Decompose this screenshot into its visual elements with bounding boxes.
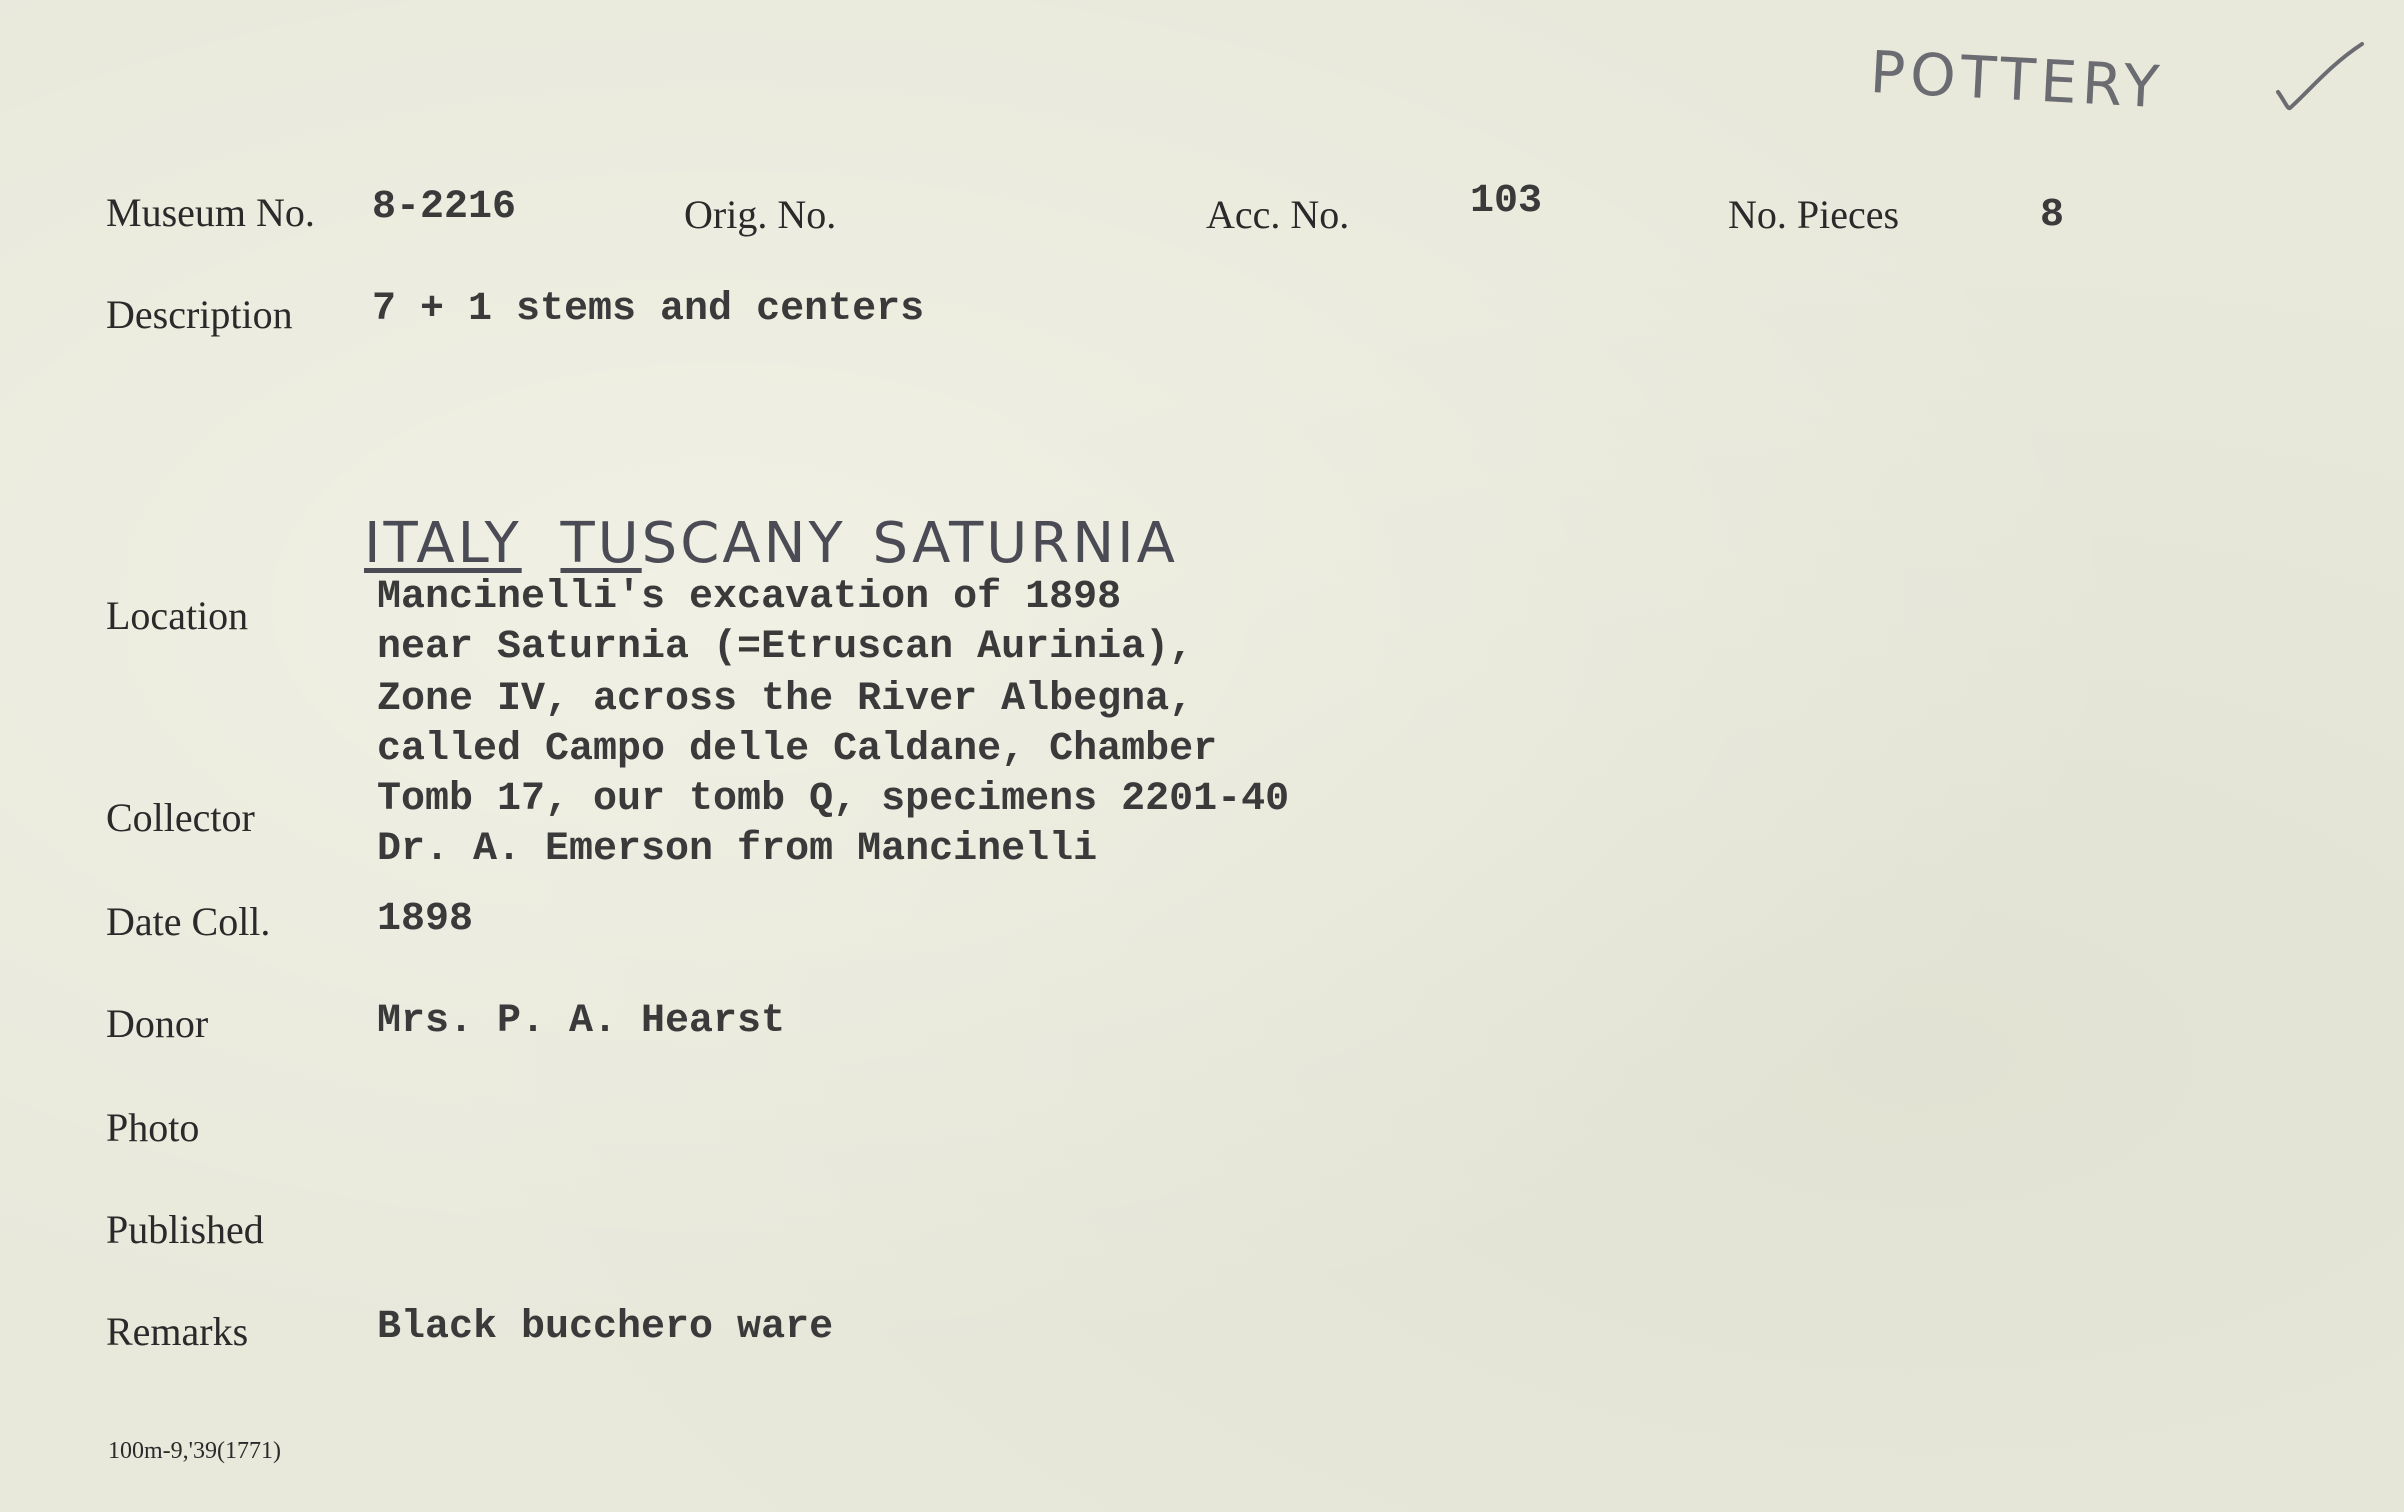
no-pieces-label: No. Pieces	[1728, 192, 1900, 237]
orig-no-label: Orig. No.	[684, 192, 837, 237]
no-pieces-value: 8	[2040, 193, 2065, 238]
description-value: 7 + 1 stems and centers	[372, 287, 925, 332]
date-coll-value: 1898	[377, 897, 474, 942]
museum-no-value: 8-2216	[372, 185, 517, 230]
museum-no-label: Museum No.	[106, 190, 315, 235]
location-line: Tomb 17, our tomb Q, specimens 2201-40	[377, 777, 1290, 822]
location-stamp-country: ITALY	[364, 511, 522, 576]
photo-label: Photo	[106, 1105, 200, 1150]
location-stamp-site: SATURNIA	[872, 511, 1178, 576]
date-coll-label: Date Coll.	[106, 899, 271, 944]
location-stamp-region-prefix: TU	[560, 511, 642, 576]
location-label: Location	[106, 593, 249, 638]
check-mark-icon	[2270, 40, 2370, 120]
category-stamp: POTTERY	[1868, 38, 2166, 122]
location-stamp-region-rest: SCANY	[641, 511, 846, 576]
location-line: called Campo delle Caldane, Chamber	[377, 727, 1218, 772]
collector-label: Collector	[106, 795, 255, 840]
acc-no-label: Acc. No.	[1206, 192, 1350, 237]
location-stamp	[364, 511, 1178, 576]
acc-no-value: 103	[1470, 179, 1543, 224]
location-line: near Saturnia (=Etruscan Aurinia),	[377, 625, 1194, 670]
print-code: 100m-9,'39(1771)	[108, 1438, 281, 1464]
description-label: Description	[106, 292, 293, 337]
published-label: Published	[106, 1207, 264, 1252]
donor-label: Donor	[106, 1001, 209, 1046]
location-line: Mancinelli's excavation of 1898	[377, 575, 1122, 620]
remarks-label: Remarks	[106, 1309, 249, 1354]
location-line: Zone IV, across the River Albegna,	[377, 677, 1194, 722]
collector-value: Dr. A. Emerson from Mancinelli	[377, 827, 1098, 872]
remarks-value: Black bucchero ware	[377, 1305, 834, 1350]
donor-value: Mrs. P. A. Hearst	[377, 999, 786, 1044]
